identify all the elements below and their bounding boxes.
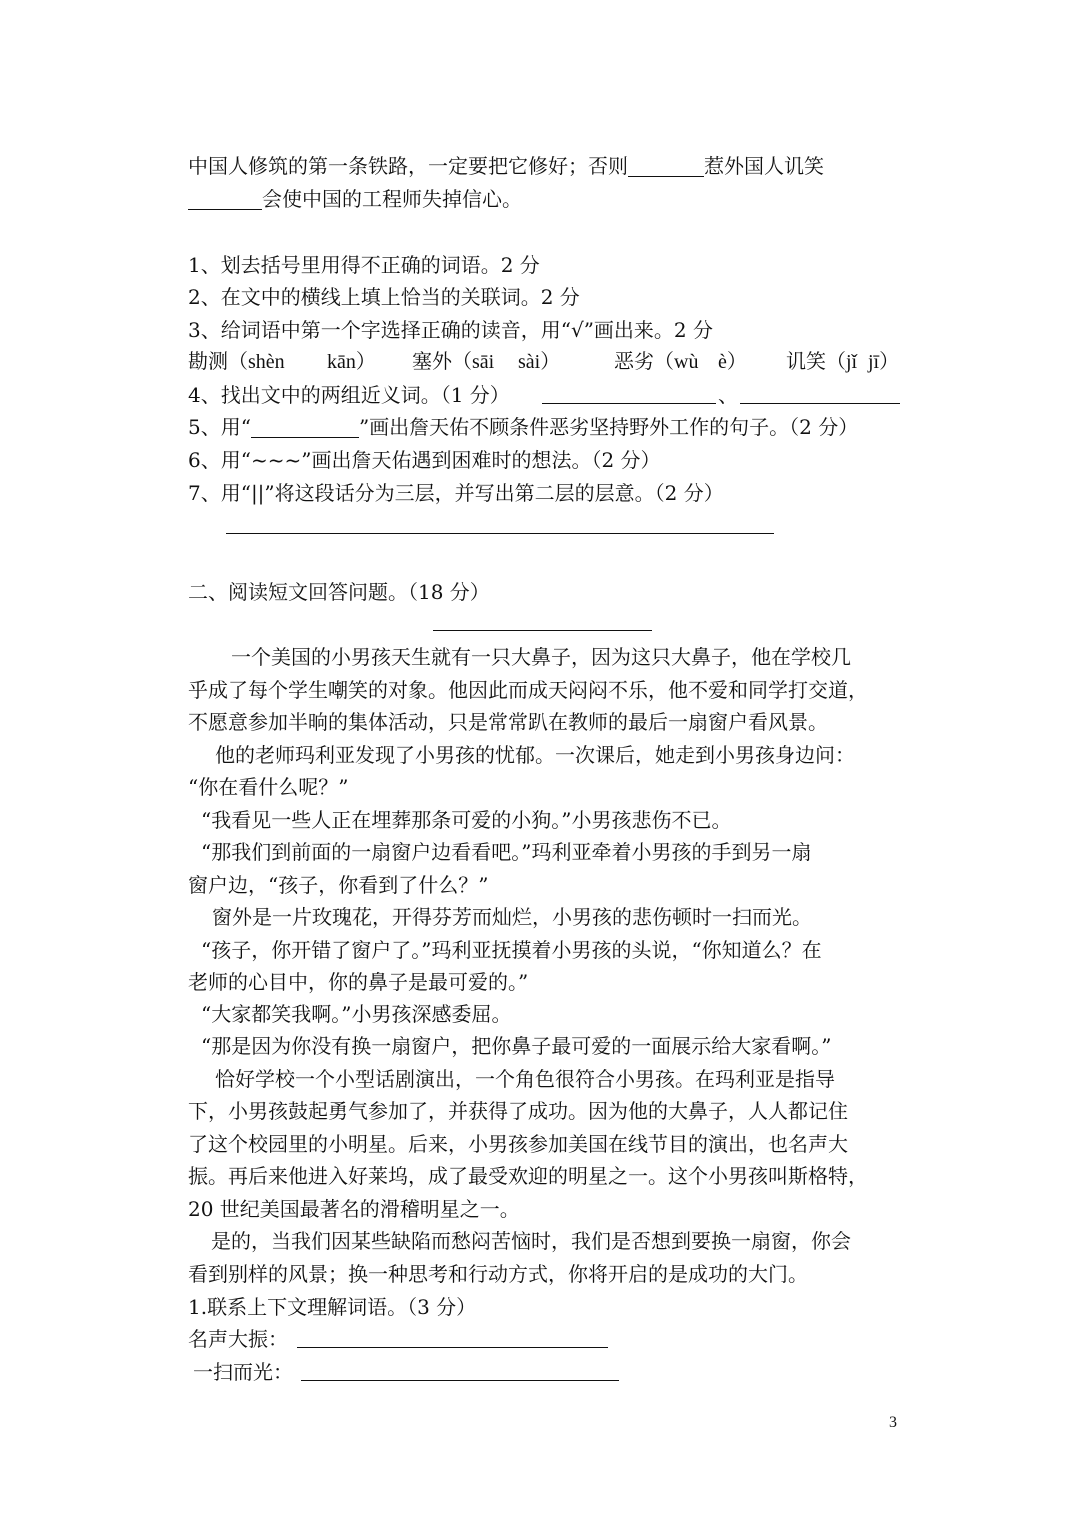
pinyin-option: 勘测（shèn	[188, 351, 285, 373]
story-line: 窗外是一片玫瑰花，开得芬芳而灿烂，小男孩的悲伤顿时一扫而光。	[212, 905, 812, 929]
pinyin-option: è）	[718, 351, 747, 373]
question-1: 1、划去括号里用得不正确的词语。2 分	[188, 253, 540, 277]
answer-line[interactable]	[226, 533, 774, 534]
story-line: 乎成了每个学生嘲笑的对象。他因此而成天闷闷不乐，他不爱和同学打交道，	[188, 678, 868, 702]
pinyin-option: 恶劣（wù	[614, 351, 699, 373]
pinyin-option: sài）	[518, 351, 561, 373]
pinyin-option: jī）	[868, 351, 900, 373]
story-line: 他的老师玛利亚发现了小男孩的忧郁。一次课后，她走到小男孩身边问：	[215, 743, 855, 767]
question-7: 7、用“||”将这段话分为三层，并写出第二层的层意。（2 分）	[188, 481, 724, 505]
story-line: “那是因为你没有换一扇窗户，把你鼻子最可爱的一面展示给大家看啊。”	[201, 1034, 832, 1058]
question-6: 6、用“~~~”画出詹天佑遇到困难时的想法。（2 分）	[188, 448, 661, 472]
story-line: 看到别样的风景；换一种思考和行动方式，你将开启的是成功的大门。	[188, 1262, 808, 1286]
passage-text: 中国人修筑的第一条铁路，一定要把它修好；否则	[188, 154, 628, 178]
story-line: “你在看什么呢？”	[188, 775, 349, 799]
passage-line-1	[188, 152, 824, 180]
story-line: 了这个校园里的小明星。后来，小男孩参加美国在线节目的演出，也名声大	[188, 1132, 848, 1156]
story-line: “那我们到前面的一扇窗户边看看吧。”玛利亚牵着小男孩的手到另一扇	[201, 840, 812, 864]
title-blank[interactable]	[433, 630, 652, 631]
section-heading: 二、阅读短文回答问题。（18 分）	[188, 580, 490, 604]
question-5	[188, 413, 858, 441]
story-line: “大家都笑我啊。”小男孩深感委屈。	[201, 1002, 512, 1026]
answer-line[interactable]	[301, 1380, 619, 1381]
story-line: “我看见一些人正在埋葬那条可爱的小狗。”小男孩悲伤不已。	[201, 808, 732, 832]
separator: 、	[718, 383, 738, 407]
story-line: 是的，当我们因某些缺陷而愁闷苦恼时，我们是否想到要换一扇窗，你会	[211, 1229, 851, 1253]
passage-text: 惹外国人讥笑	[704, 154, 824, 178]
question-text: 5、用“	[188, 415, 251, 439]
answer-line[interactable]	[740, 403, 900, 404]
passage-line-2	[188, 185, 522, 213]
story-line: 一个美国的小男孩天生就有一只大鼻子，因为这只大鼻子，他在学校几	[231, 645, 851, 669]
pinyin-option: kān）	[327, 351, 376, 373]
answer-blank[interactable]	[188, 189, 262, 210]
question-text: ”画出詹天佑不顾条件恶劣坚持野外工作的句子。（2 分）	[358, 415, 859, 439]
term-label: 名声大振：	[188, 1327, 288, 1351]
question-4	[188, 381, 510, 409]
pinyin-option: 塞外（sāi	[412, 351, 495, 373]
pinyin-row	[188, 348, 908, 376]
page-number: 3	[889, 1414, 897, 1431]
story-line: 不愿意参加半晌的集体活动，只是常常趴在教师的最后一扇窗户看风景。	[188, 710, 828, 734]
section2-question-1: 1.联系上下文理解词语。（3 分）	[188, 1295, 477, 1319]
term-label: 一扫而光：	[193, 1360, 293, 1384]
story-line: 窗户边，“孩子，你看到了什么？”	[188, 873, 489, 897]
question-3: 3、给词语中第一个字选择正确的读音，用“√”画出来。2 分	[188, 318, 713, 342]
underline-sample	[251, 417, 359, 438]
question-2: 2、在文中的横线上填上恰当的关联词。2 分	[188, 285, 580, 309]
story-line: 振。再后来他进入好莱坞，成了最受欢迎的明星之一。这个小男孩叫斯格特，	[188, 1164, 868, 1188]
pinyin-option: 讥笑（jǐ	[786, 351, 858, 373]
passage-text: 会使中国的工程师失掉信心。	[262, 187, 522, 211]
story-line: “孩子，你开错了窗户了。”玛利亚抚摸着小男孩的头说，“你知道么？在	[201, 938, 822, 962]
answer-blank[interactable]	[628, 156, 704, 177]
answer-line[interactable]	[542, 403, 716, 404]
answer-line[interactable]	[297, 1347, 608, 1348]
story-line: 恰好学校一个小型话剧演出，一个角色很符合小男孩。在玛利亚是指导	[215, 1067, 835, 1091]
story-line: 老师的心目中，你的鼻子是最可爱的。”	[188, 970, 529, 994]
question-text: 4、找出文中的两组近义词。（1 分）	[188, 383, 510, 407]
story-line: 下，小男孩鼓起勇气参加了，并获得了成功。因为他的大鼻子，人人都记住	[188, 1099, 848, 1123]
story-line: 20 世纪美国最著名的滑稽明星之一。	[188, 1197, 520, 1221]
